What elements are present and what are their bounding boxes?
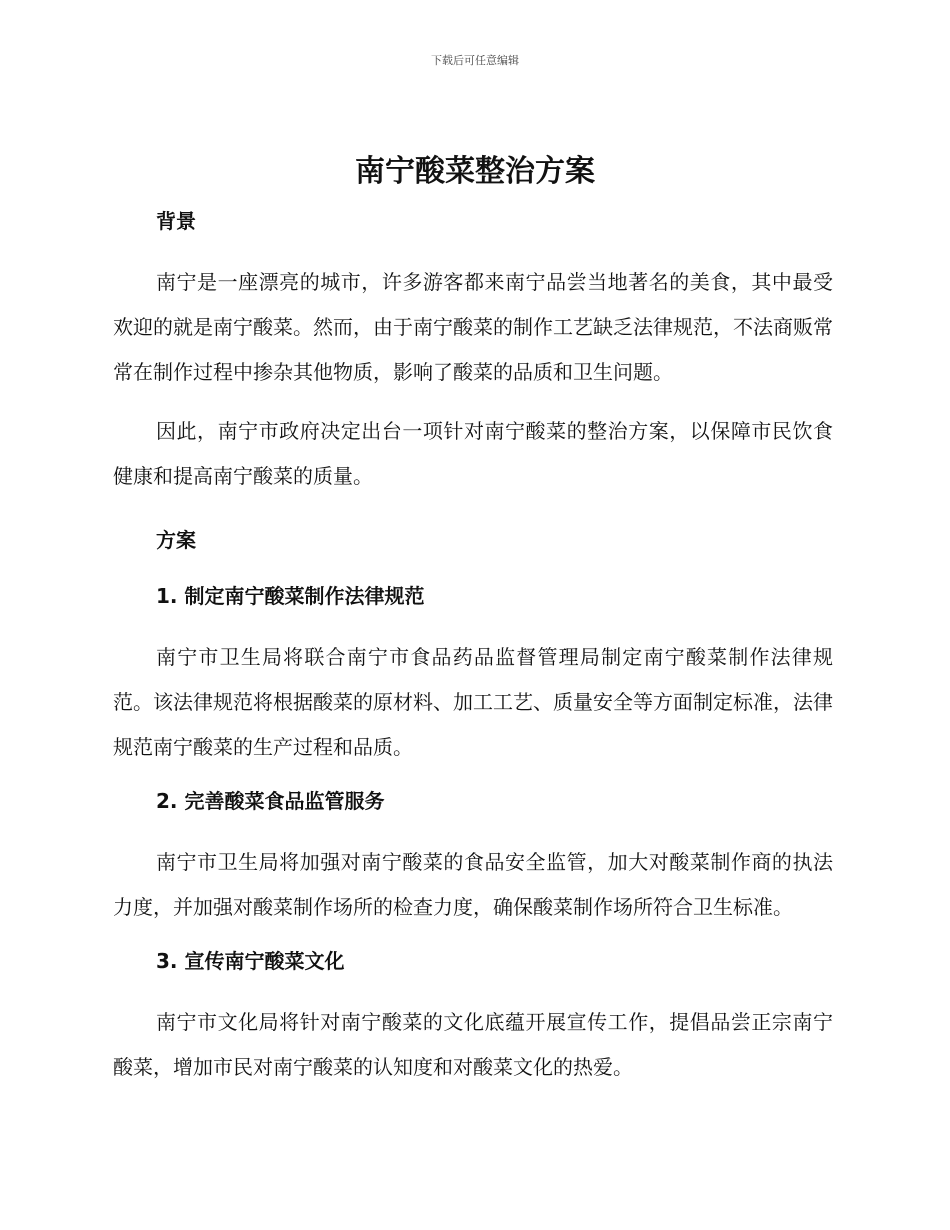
background-paragraph-1: 南宁是一座漂亮的城市，许多游客都来南宁品尝当地著名的美食，其中最受欢迎的就是南宁酸菜。然而，由于南宁酸菜的制作工艺缺乏法律规范，不法商贩常常在制作过程中掺杂其他物质，影响了酸菜的品质和卫生问题。 — [113, 270, 833, 384]
plan-item-2-body: 南宁市卫生局将加强对南宁酸菜的食品安全监管，加大对酸菜制作商的执法力度，并加强对酸菜制作场所的检查力度，确保酸菜制作场所符合卫生标准。 — [113, 850, 833, 919]
section-heading-plan: 方案 — [156, 528, 196, 552]
plan-item-3-heading: 3. 宣传南宁酸菜文化 — [156, 949, 345, 973]
document-body — [113, 204, 833, 1090]
header-note: 下载后可任意编辑 — [431, 54, 519, 67]
plan-item-1-body: 南宁市卫生局将联合南宁市食品药品监督管理局制定南宁酸菜制作法律规范。该法律规范将根据酸菜的原材料、加工工艺、质量安全等方面制定标准，法律规范南宁酸菜的生产过程和品质。 — [113, 645, 833, 759]
section-heading-background: 背景 — [156, 209, 196, 233]
background-paragraph-2: 因此，南宁市政府决定出台一项针对南宁酸菜的整治方案，以保障市民饮食健康和提高南宁酸菜的质量。 — [113, 419, 833, 488]
document-title: 南宁酸菜整治方案 — [355, 154, 595, 189]
plan-item-1-heading: 1. 制定南宁酸菜制作法律规范 — [156, 584, 425, 608]
plan-item-3-body: 南宁市文化局将针对南宁酸菜的文化底蕴开展宣传工作，提倡品尝正宗南宁酸菜，增加市民对南宁酸菜的认知度和对酸菜文化的热爱。 — [113, 1010, 833, 1079]
plan-item-2-heading: 2. 完善酸菜食品监管服务 — [156, 789, 385, 813]
